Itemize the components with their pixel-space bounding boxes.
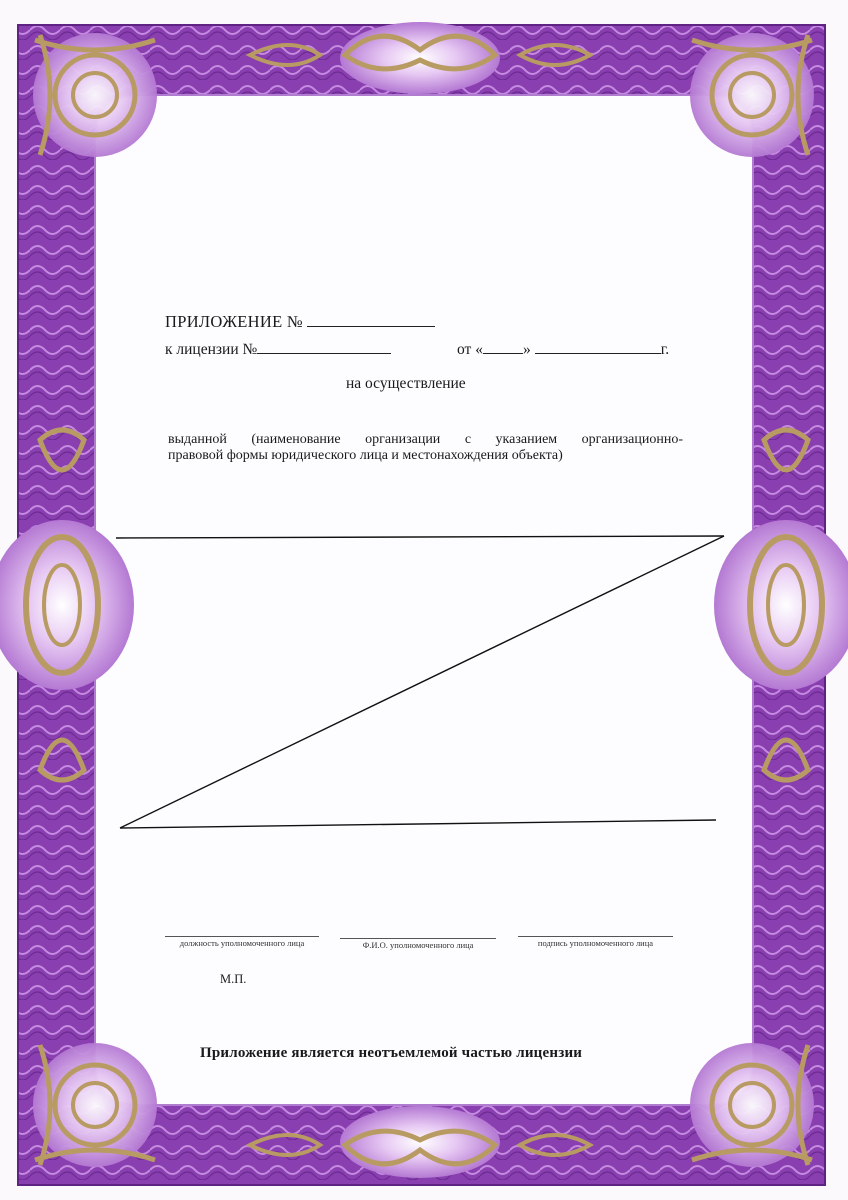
license-number-field[interactable] bbox=[257, 339, 391, 354]
corner-ornament-bl-icon bbox=[33, 1043, 157, 1167]
position-signature-field[interactable]: должность уполномоченного лица bbox=[165, 936, 319, 950]
full-name-signature-field[interactable]: Ф.И.О. уполномоченного лица bbox=[340, 938, 496, 952]
corner-ornament-tl-icon bbox=[33, 33, 157, 157]
license-label: к лицензии № bbox=[165, 341, 258, 358]
footer-note: Приложение является неотъемлемой частью лицензии bbox=[200, 1045, 583, 1061]
date-day-field[interactable] bbox=[483, 339, 523, 354]
issued-to-description bbox=[168, 432, 683, 464]
license-number-line bbox=[165, 339, 391, 359]
appendix-label: ПРИЛОЖЕНИЕ № bbox=[165, 312, 303, 331]
issued-line-1: выданной (наименование организации с указанием организационно- bbox=[168, 432, 683, 447]
date-month-field[interactable] bbox=[535, 339, 661, 354]
corner-ornament-br-icon bbox=[690, 1043, 814, 1167]
stamp-place-label: М.П. bbox=[220, 972, 247, 986]
date-year-suffix: г. bbox=[660, 341, 670, 358]
date-from-label: от « bbox=[457, 341, 483, 358]
date-quote-close: » bbox=[522, 341, 531, 358]
appendix-number-line bbox=[165, 312, 435, 332]
activity-label: на осуществление bbox=[346, 375, 466, 392]
license-date-line bbox=[457, 339, 669, 359]
signature-field[interactable]: подпись уполномоченного лица bbox=[518, 936, 673, 950]
appendix-number-field[interactable] bbox=[307, 312, 435, 327]
corner-ornament-tr-icon bbox=[690, 33, 814, 157]
issued-line-2: правовой формы юридического лица и местонахождения объекта) bbox=[168, 448, 563, 463]
